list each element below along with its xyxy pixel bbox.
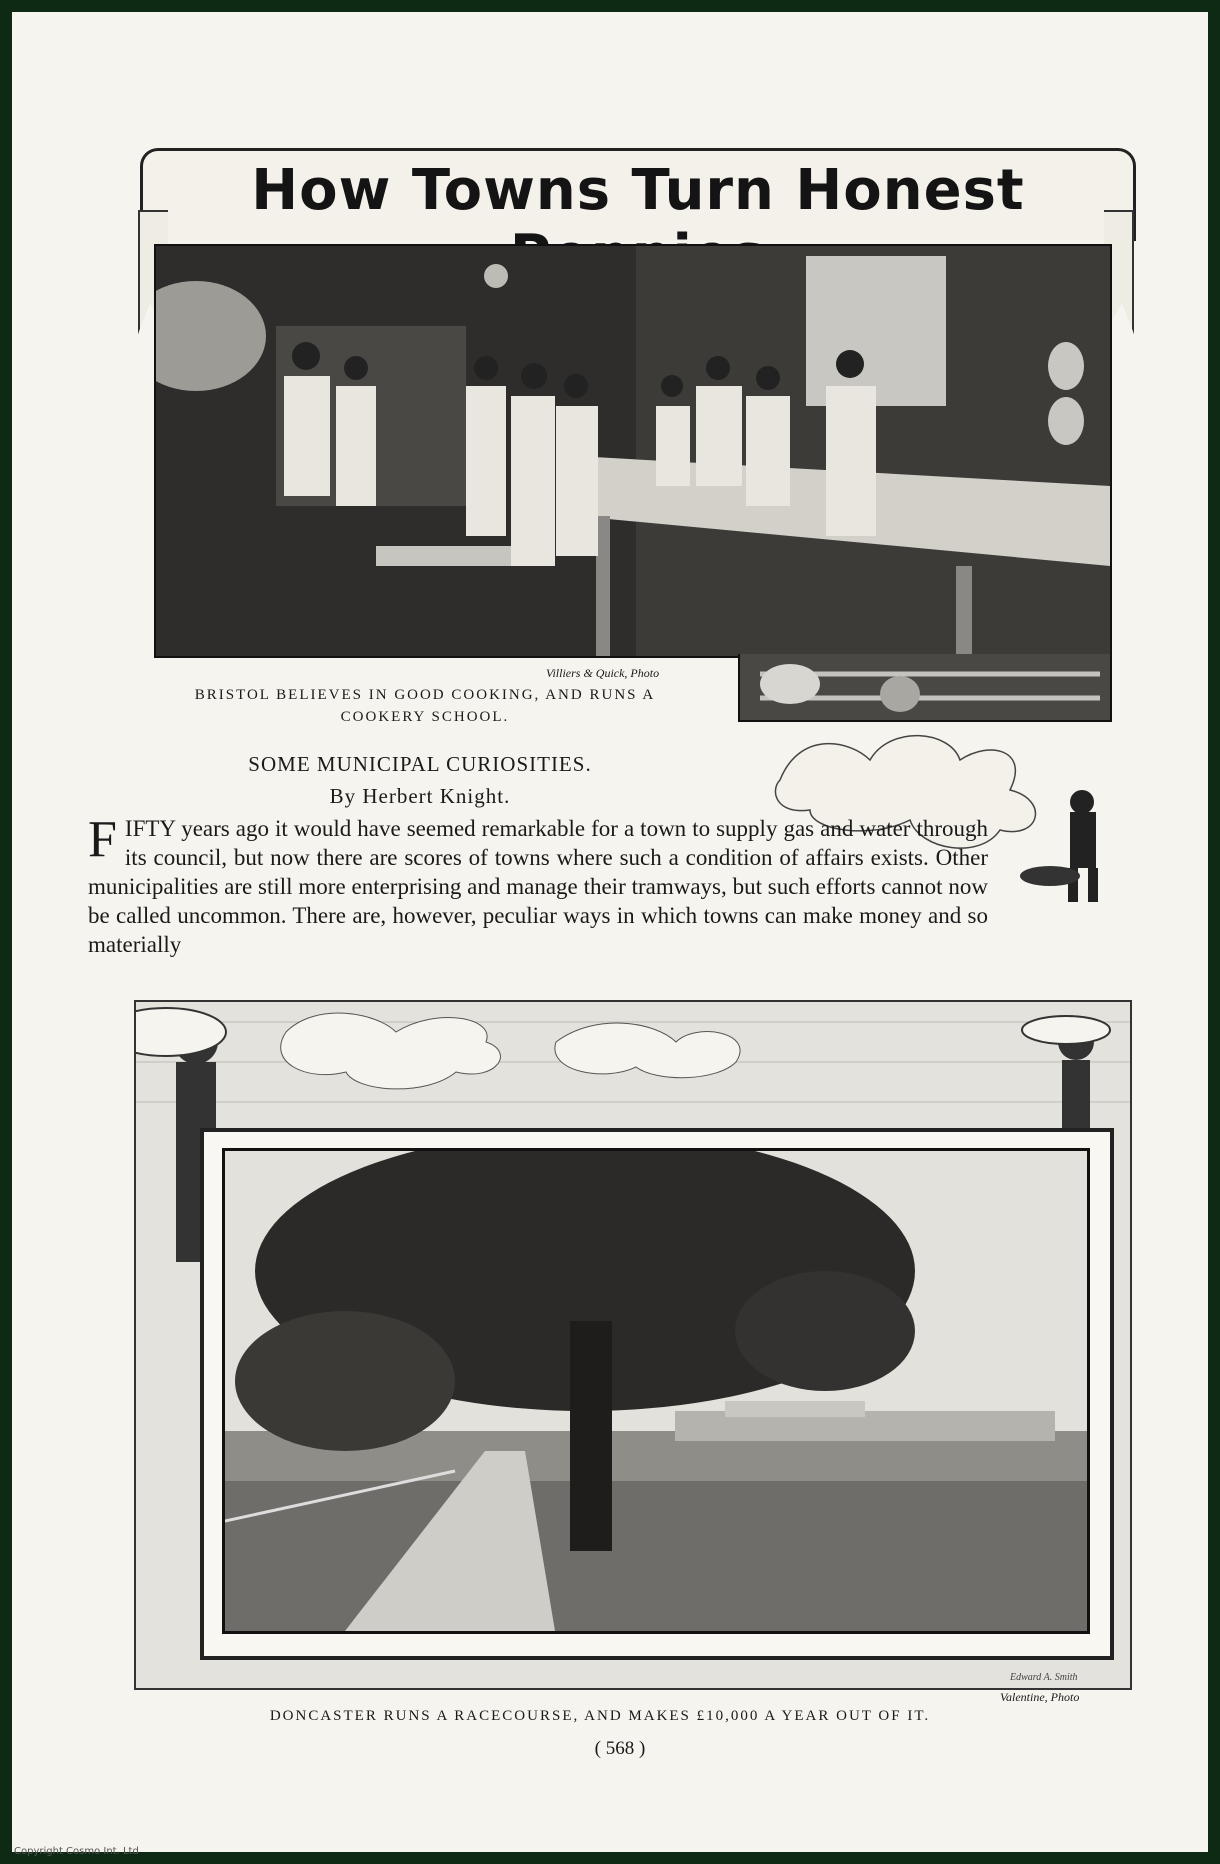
article-body <box>88 811 988 959</box>
artist-signature: Edward A. Smith <box>1010 1672 1078 1683</box>
article-byline: By Herbert Knight. <box>329 784 511 808</box>
photo-caption-bottom: DONCASTER RUNS A RACECOURSE, AND MAKES £10,000 A YEAR OUT OF IT. <box>269 1708 931 1724</box>
drop-cap: F <box>88 811 117 868</box>
photo-credit-bottom: Valentine, Photo <box>1000 1690 1080 1704</box>
article-subheading: SOME MUNICIPAL CURIOSITIES. <box>248 752 592 776</box>
cookery-school-photo <box>154 244 1112 658</box>
photo-credit-top: Villiers & Quick, Photo <box>546 666 660 680</box>
cookery-school-photo-extension <box>738 654 1112 722</box>
photo-caption-top: BRISTOL BELIEVES IN GOOD COOKING, AND RUNS A COOKERY SCHOOL. <box>194 687 656 725</box>
copyright-notice: Copyright Cosmo Int. Ltd <box>14 1846 139 1857</box>
article-paragraph: IFTY years ago it would have seemed remarkable for a town to supply gas and water through its council, but now there are scores of towns where such a condition of affairs exists. Other municipalities are still more enterprising and manage their tramways, but such efforts cannot now be called uncommon. There are, however, peculiar ways in which towns can make money and so materially <box>88 816 988 957</box>
page-number: ( 568 ) <box>594 1738 646 1759</box>
page-title: How Towns Turn Honest <box>251 158 1025 223</box>
racecourse-photo <box>222 1148 1090 1634</box>
